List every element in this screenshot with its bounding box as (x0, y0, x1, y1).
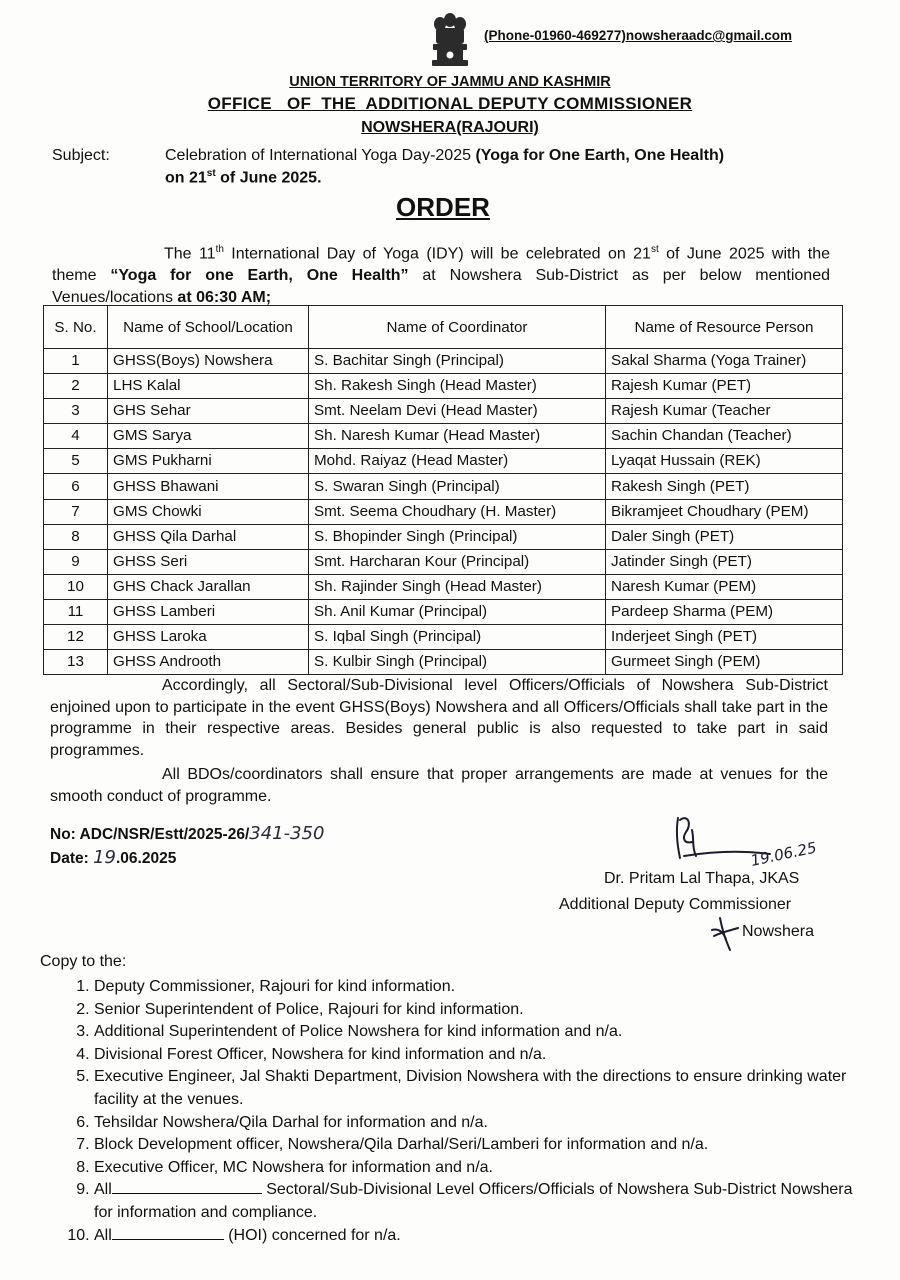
blank-line (112, 1179, 262, 1194)
intro-sup-1: th (215, 244, 224, 255)
table-row (44, 599, 843, 624)
copy-item-suffix: Sectoral/Sub-Divisional Level Officers/Officials of Nowshera Sub-District Nowshera for information and compliance. (94, 1181, 853, 1221)
copy-item (94, 1225, 864, 1248)
copy-item-prefix: All (94, 1181, 112, 1199)
cell-resource-person: Naresh Kumar (PEM) (606, 574, 843, 599)
copy-to-title: Copy to the: (40, 953, 127, 970)
subject-line-1 (165, 147, 724, 165)
order-title: ORDER (396, 192, 490, 222)
table-row (44, 625, 843, 650)
copy-item-suffix: (HOI) concerned for n/a. (223, 1226, 401, 1244)
table-row (44, 349, 843, 374)
cell-coordinator: Sh. Naresh Kumar (Head Master) (309, 424, 606, 449)
cell-coordinator: Smt. Seema Choudhary (H. Master) (309, 499, 606, 524)
subject-theme: (Yoga for One Earth, One Health) (475, 147, 725, 164)
cell-resource-person: Gurmeet Singh (PEM) (606, 650, 843, 675)
subject-line-2 (165, 168, 322, 187)
cell-sno: 3 (44, 399, 108, 424)
header-resource-person: Name of Resource Person (606, 306, 843, 349)
cell-sno: 10 (44, 574, 108, 599)
intro-part-2: International Day of Yoga (IDY) will be celebrated on 21 (223, 245, 651, 263)
national-emblem-icon (428, 10, 472, 68)
order-number-handwritten: 341-350 (249, 823, 325, 844)
copy-item: 8. Executive Officer, MC Nowshera for information and n/a. (94, 1157, 864, 1180)
copy-item: 2. Senior Superintendent of Police, Rajouri for kind information. (94, 999, 864, 1022)
subject-date-post: of June 2025. (215, 169, 322, 187)
cell-resource-person: Rajesh Kumar (Teacher (606, 399, 843, 424)
cell-resource-person: Rajesh Kumar (PET) (606, 374, 843, 399)
cell-resource-person: Sakal Sharma (Yoga Trainer) (606, 349, 843, 374)
table-row (44, 374, 843, 399)
cell-school: GMS Pukharni (108, 449, 309, 474)
copy-item: 3. Additional Superintendent of Police Nowshera for kind information and n/a. (94, 1021, 864, 1044)
cell-coordinator: Smt. Neelam Devi (Head Master) (309, 399, 606, 424)
blank-line (112, 1225, 224, 1240)
cell-coordinator: S. Kulbir Singh (Principal) (309, 650, 606, 675)
order-number-label: No: ADC/NSR/Estt/2025-26/ (50, 826, 250, 843)
table-row (44, 499, 843, 524)
order-date-handwritten: 19 (93, 847, 116, 868)
order-date-label: Date: (50, 850, 94, 867)
subject-date-pre: on 21 (165, 169, 207, 187)
cell-school: LHS Kalal (108, 374, 309, 399)
cell-sno: 11 (44, 599, 108, 624)
cell-school: GHS Chack Jarallan (108, 574, 309, 599)
signatory-designation: Additional Deputy Commissioner (559, 896, 792, 913)
copy-item (94, 1179, 864, 1224)
order-number (50, 823, 324, 844)
intro-time: at 06:30 AM; (177, 289, 272, 307)
venue-table (43, 305, 843, 675)
subject-label: Subject: (52, 147, 110, 164)
order-date (50, 847, 176, 868)
header-office: OFFICE OF THE ADDITIONAL DEPUTY COMMISSIONER (207, 94, 693, 113)
cell-resource-person: Bikramjeet Choudhary (PEM) (606, 499, 843, 524)
table-row (44, 574, 843, 599)
copy-item: 7. Block Development officer, Nowshera/Qila Darhal/Seri/Lamberi for information and n/a. (94, 1134, 864, 1157)
header-school: Name of School/Location (108, 306, 309, 349)
cell-sno: 5 (44, 449, 108, 474)
copy-item: 6. Tehsildar Nowshera/Qila Darhal for information and n/a. (94, 1112, 864, 1135)
cell-resource-person: Sachin Chandan (Teacher) (606, 424, 843, 449)
signatory-name: Dr. Pritam Lal Thapa, JKAS (604, 870, 800, 887)
cell-school: GHS Sehar (108, 399, 309, 424)
cell-resource-person: Inderjeet Singh (PET) (606, 625, 843, 650)
phone-email: (Phone-01960-469277)nowsheraadc@gmail.com (484, 28, 793, 43)
table-header-row (44, 306, 843, 349)
table-row (44, 549, 843, 574)
copy-item: 1. Deputy Commissioner, Rajouri for kind information. (94, 976, 864, 999)
cell-sno: 1 (44, 349, 108, 374)
cell-school: GHSS Qila Darhal (108, 524, 309, 549)
cell-sno: 8 (44, 524, 108, 549)
table-row (44, 524, 843, 549)
cell-resource-person: Pardeep Sharma (PEM) (606, 599, 843, 624)
cell-coordinator: S. Iqbal Singh (Principal) (309, 625, 606, 650)
intro-paragraph (52, 239, 830, 309)
header-coordinator: Name of Coordinator (309, 306, 606, 349)
cell-school: GHSS Laroka (108, 625, 309, 650)
cell-sno: 9 (44, 549, 108, 574)
subject-date-sup: st (206, 168, 216, 179)
signature-date: 19.06.25 (749, 838, 819, 870)
cell-school: GHSS Androoth (108, 650, 309, 675)
cell-sno: 13 (44, 650, 108, 675)
cell-sno: 12 (44, 625, 108, 650)
cell-coordinator: S. Bhopinder Singh (Principal) (309, 524, 606, 549)
cell-school: GHSS(Boys) Nowshera (108, 349, 309, 374)
order-date-rest: .06.2025 (115, 850, 177, 867)
cell-resource-person: Rakesh Singh (PET) (606, 474, 843, 499)
table-row (44, 449, 843, 474)
cell-coordinator: S. Swaran Singh (Principal) (309, 474, 606, 499)
intro-sup-2: st (650, 244, 659, 255)
copy-item-prefix: All (94, 1226, 112, 1244)
cell-coordinator: Sh. Rakesh Singh (Head Master) (309, 374, 606, 399)
cell-resource-person: Lyaqat Hussain (REK) (606, 449, 843, 474)
cell-sno: 7 (44, 499, 108, 524)
cell-school: GHSS Bhawani (108, 474, 309, 499)
subject-text: Celebration of International Yoga Day-2025 (165, 147, 476, 164)
cell-school: GHSS Lamberi (108, 599, 309, 624)
table-row (44, 399, 843, 424)
intro-part-4: at Nowshera Sub-District as per below mentioned Venues/locations (52, 267, 831, 307)
copy-item: 5. Executive Engineer, Jal Shakti Department, Division Nowshera with the directions to ensure drinking water facility at the venues. (94, 1066, 864, 1111)
participation-paragraph: Accordingly, all Sectoral/Sub-Divisional level Officers/Officials of Nowshera Sub-District enjoined upon to participate in the event GHSS(Boys) Nowshera and all Officers/Officials shall take part in the programme in their respective areas. Besides general public is also requested to take part in said programmes. (50, 677, 828, 759)
arrangements-paragraph: All BDOs/coordinators shall ensure that proper arrangements are made at venues for the smooth conduct of programme. (50, 766, 828, 805)
table-row (44, 474, 843, 499)
cell-coordinator: Sh. Rajinder Singh (Head Master) (309, 574, 606, 599)
copy-to-list (64, 976, 864, 1247)
table-row (44, 424, 843, 449)
cell-resource-person: Jatinder Singh (PET) (606, 549, 843, 574)
copy-item: 4. Divisional Forest Officer, Nowshera for kind information and n/a. (94, 1044, 864, 1067)
intro-part-3: of June 2025 with the theme (52, 245, 831, 285)
intro-part-1: The 11 (164, 245, 216, 263)
header-territory: UNION TERRITORY OF JAMMU AND KASHMIR (289, 74, 611, 90)
cell-coordinator: Smt. Harcharan Kour (Principal) (309, 549, 606, 574)
cell-coordinator: Sh. Anil Kumar (Principal) (309, 599, 606, 624)
signatory-place: Nowshera (742, 923, 815, 940)
intro-theme: “Yoga for one Earth, One Health” (110, 267, 409, 285)
cell-sno: 2 (44, 374, 108, 399)
cell-sno: 4 (44, 424, 108, 449)
cell-school: GHSS Seri (108, 549, 309, 574)
cell-school: GMS Chowki (108, 499, 309, 524)
cell-sno: 6 (44, 474, 108, 499)
cell-resource-person: Daler Singh (PET) (606, 524, 843, 549)
cell-coordinator: Mohd. Raiyaz (Head Master) (309, 449, 606, 474)
header-location: NOWSHERA(RAJOURI) (361, 119, 539, 136)
cell-school: GMS Sarya (108, 424, 309, 449)
header-sno: S. No. (44, 306, 108, 349)
cell-coordinator: S. Bachitar Singh (Principal) (309, 349, 606, 374)
table-row (44, 650, 843, 675)
